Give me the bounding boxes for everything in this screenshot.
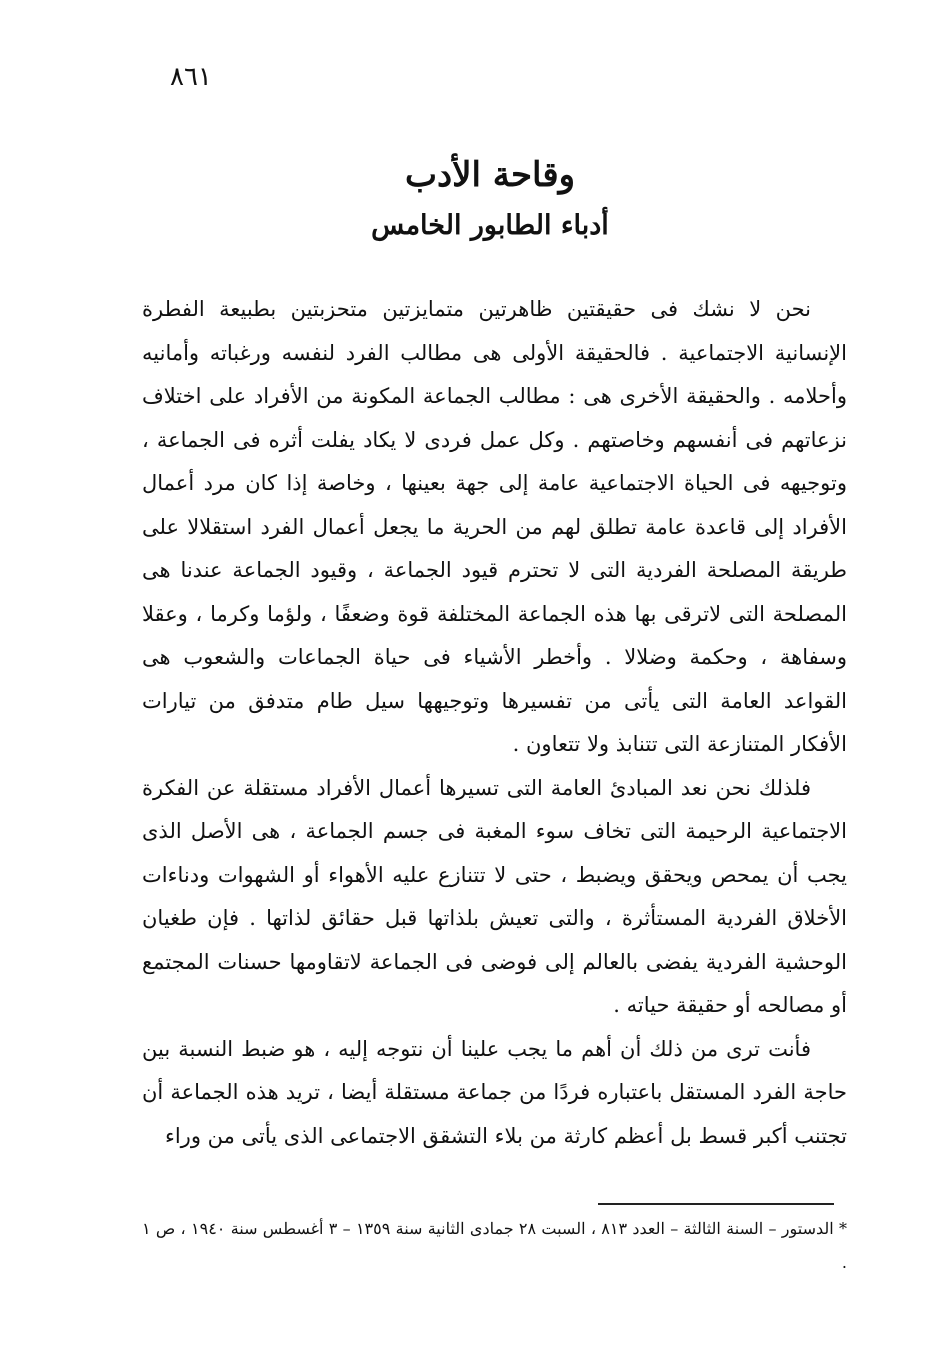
article-body (142, 288, 847, 1158)
page-number: ٨٦١ (170, 62, 212, 92)
footnote-divider (598, 1203, 834, 1205)
article-title: وقاحة الأدب (404, 155, 576, 195)
footnote-text: * الدستور – السنة الثالثة – العدد ٨١٣ ، السبت ٢٨ جمادى الثانية سنة ١٣٥٩ – ٣ أغسطس سنة ١٩٤٠ ، ص ١ . (142, 1219, 848, 1272)
article-subtitle: أدباء الطابور الخامس (371, 210, 609, 241)
paragraph-1: نحن لا نشك فى حقيقتين ظاهرتين متمايزتين متحزبتين بطبيعة الفطرة الإنسانية الاجتماعية . فالحقيقة الأولى هى مطالب الفرد لنفسه ورغباته وأمانيه وأحلامه . والحقيقة الأخرى هى : مطالب الجماعة المكونة من الأفراد على اختلاف نزعاتهم فى أنفسهم وخاصتهم . وكل عمل فردى لا يكاد يفلت أثره فى الجماعة ، وتوجيهه فى الحياة الاجتماعية عامة إلى جهة بعينها ، وخاصة إذا كان مرد أعمال الأفراد إلى قاعدة عامة تطلق لهم من الحرية ما يجعل أعمال الفرد استقلالا على طريقة المصلحة الفردية التى لا تحترم قيود الجماعة ، وقيود الجماعة عندنا هى المصلحة التى لاترقى بها هذه الجماعة المختلفة قوة وضعفًا ، ولؤما وكرما ، وعقلا وسفاهة ، وحكمة وضلالا . وأخطر الأشياء فى حياة الجماعات والشعوب هى القواعد العامة التى يأتى من تفسيرها وتوجيهها سيل طام متدفق من تيارات الأفكار المتنازعة التى تتنابذ ولا تتعاون . (142, 297, 847, 756)
paragraph-2: فلذلك نحن نعد المبادئ العامة التى تسيرها أعمال الأفراد مستقلة عن الفكرة الاجتماعية الرحيمة التى تخاف سوء المغبة فى جسم الجماعة ، هى الأصل الذى يجب أن يمحص ويحقق ويضبط ، حتى لا تتنازع عليه الأهواء أو الشهوات ودناءات الأخلاق الفردية المستأثرة ، والتى تعيش بلذاتها قبل حقائق لذاتها . فإن طغيان الوحشية الفردية يفضى بالعالم إلى فوضى فى الجماعة لاتقاومها حسنات المجتمع أو مصالحه أو حقيقة حياته . (142, 775, 847, 1017)
footnote (142, 1212, 847, 1280)
paragraph-3: فأنت ترى من ذلك أن أهم ما يجب علينا أن نتوجه إليه ، هو ضبط النسبة بين حاجة الفرد المستقل باعتباره فردًا من جماعة مستقلة أيضا ، تريد هذه الجماعة أن تجتنب أكبر قسط بل أعظم كارثة من بلاء التشقق الاجتماعى الذى يأتى من وراء (142, 1036, 847, 1148)
